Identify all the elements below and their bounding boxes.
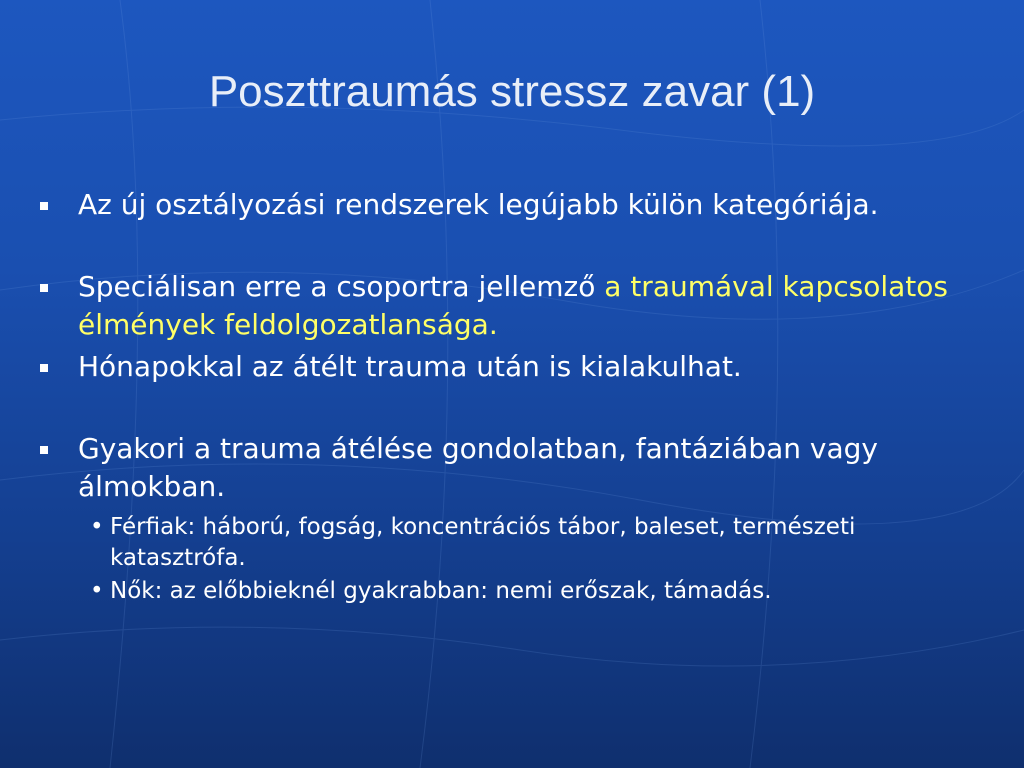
bullet-item	[40, 268, 990, 344]
sub-bullet-text: Nők: az előbbieknél gyakrabban: nemi erőszak, támadás.	[110, 578, 772, 604]
bullet-item	[40, 430, 990, 607]
dot-bullet-icon: •	[90, 578, 104, 604]
bullet-text: Hónapokkal az átélt trauma után is kialakulhat.	[78, 350, 742, 383]
dot-bullet-icon: •	[90, 514, 104, 540]
sub-bullet-list	[78, 512, 990, 607]
bullet-text: Speciálisan erre a csoportra jellemző	[78, 270, 605, 303]
square-bullet-icon	[40, 364, 48, 372]
slide-title: Poszttraumás stressz zavar (1)	[208, 67, 816, 116]
bullet-item	[40, 348, 990, 386]
sub-bullet-text: Férfiak: háború, fogság, koncentrációs tábor, baleset, természeti katasztrófa.	[110, 514, 856, 571]
bullet-item	[40, 186, 990, 224]
bullet-highlight-text: a traumával kapcsolatos élmények feldolgozatlansága.	[78, 270, 948, 341]
square-bullet-icon	[40, 284, 48, 292]
bullet-list	[40, 186, 990, 607]
square-bullet-icon	[40, 202, 48, 210]
bullet-text: Gyakori a trauma átélése gondolatban, fantáziában vagy álmokban.	[78, 432, 878, 503]
bullet-text: Az új osztályozási rendszerek legújabb külön kategóriája.	[78, 188, 879, 221]
sub-bullet-item	[78, 576, 990, 607]
square-bullet-icon	[40, 446, 48, 454]
sub-bullet-item	[78, 512, 990, 574]
